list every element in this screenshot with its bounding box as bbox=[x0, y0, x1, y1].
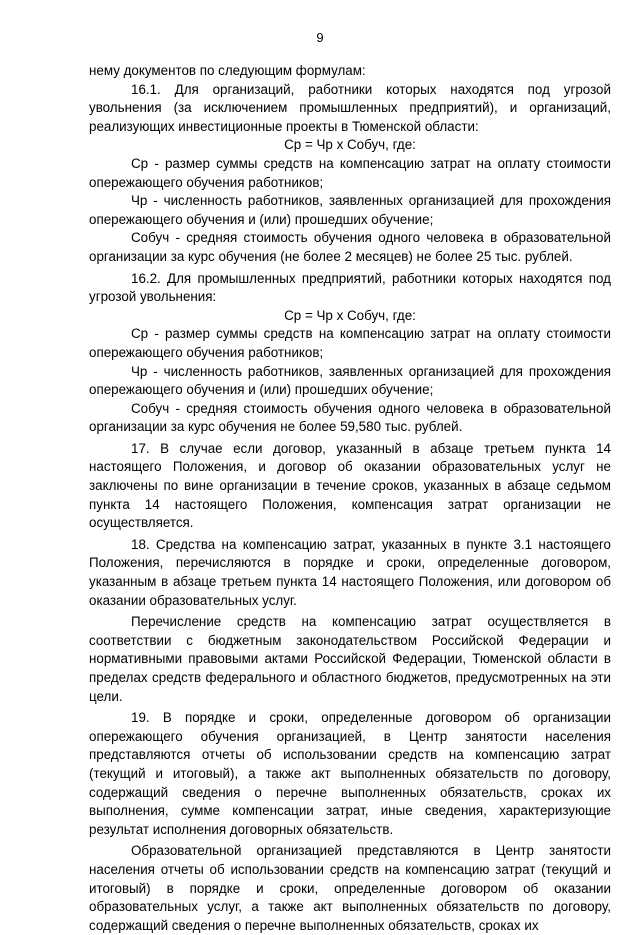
definition-sobuch: Собуч - средняя стоимость обучения одного человека в образовательной организации за курс обучения (не более 2 месяцев) не более 25 тыс. рублей. bbox=[89, 230, 611, 264]
paragraph-18: 18. Средства на компенсацию затрат, указанных в пункте 3.1 настоящего Положения, перечисляются в порядке и сроки, определенные договором, указанным в абзаце третьем пункта 14 настоящего Положения, или договором об оказании образовательных услуг. bbox=[89, 536, 611, 608]
formula-16-2: Ср = Чр х Собуч, где: bbox=[284, 307, 416, 323]
definition-sobuch: Собуч - средняя стоимость обучения одного человека в образовательной организации за курс обучения не более 59,580 тыс. рублей. bbox=[89, 400, 611, 435]
definition-chr: Чр - численность работников, заявленных организацией для прохождения опережающего обучения и (или) прошедших обучение; bbox=[89, 193, 611, 227]
paragraph-19: 19. В порядке и сроки, определенные договором об организации опережающего обучения организацией, в Центр занятости населения представляются отчеты об использовании средств на компенсацию затрат (текущий и итоговый), а также акт выполненных обязательств по договору, содержащий сведения о перечне выполненных обязательств, сроках их выполнения, сумме компенсации затрат, иные сведения, характеризующие результат исполнения договорных обязательств. bbox=[89, 710, 611, 837]
paragraph-19-education-org: Образовательной организацией представляются в Центр занятости населения отчеты об использовании средств на компенсацию затрат (текущий и итоговый) в порядке и сроки, определенные договором об оказании образовательных услуг, а также акт выполненных обязательств по договору, содержащий сведения о перечне выполненных обязательств, сроках их bbox=[89, 843, 611, 933]
page-number: 9 bbox=[316, 30, 324, 45]
definition-chr: Чр - численность работников, заявленных организацией для прохождения опережающего обучения и (или) прошедших обучение; bbox=[89, 363, 611, 398]
document-body bbox=[89, 62, 611, 935]
definition-sr: Ср - размер суммы средств на компенсацию затрат на оплату стоимости опережающего обучения работников; bbox=[89, 155, 611, 190]
definition-sr: Ср - размер суммы средств на компенсацию затрат на оплату стоимости опережающего обучения работников; bbox=[89, 326, 611, 360]
paragraph-16-1: 16.1. Для организаций, работники которых находятся под угрозой увольнения (за исключением промышленных предприятий), и организаций, реализующих инвестиционные проекты в Тюменской области: bbox=[89, 81, 611, 134]
paragraph-17: 17. В случае если договор, указанный в абзаце третьем пункта 14 настоящего Положения, и договор об оказании образовательных услуг не заключены по вине организации в течение сроков, указанных в абзаце седьмом пункта 14 настоящего Положения, компенсация затрат организации не осуществляется. bbox=[89, 440, 611, 531]
formula-16-1: Ср = Чр х Собуч, где: bbox=[284, 137, 416, 153]
paragraph-16-2: 16.2. Для промышленных предприятий, работники которых находятся под угрозой увольнения: bbox=[89, 270, 611, 305]
paragraph-intro: нему документов по следующим формулам: bbox=[89, 63, 366, 78]
paragraph-18-transfer: Перечисление средств на компенсацию затрат осуществляется в соответствии с бюджетным законодательством Российской Федерации и нормативными правовыми актами Российской Федерации, Тюменской области в пределах средств федерального и областного бюджетов, предусмотренных на эти цели. bbox=[89, 614, 611, 704]
